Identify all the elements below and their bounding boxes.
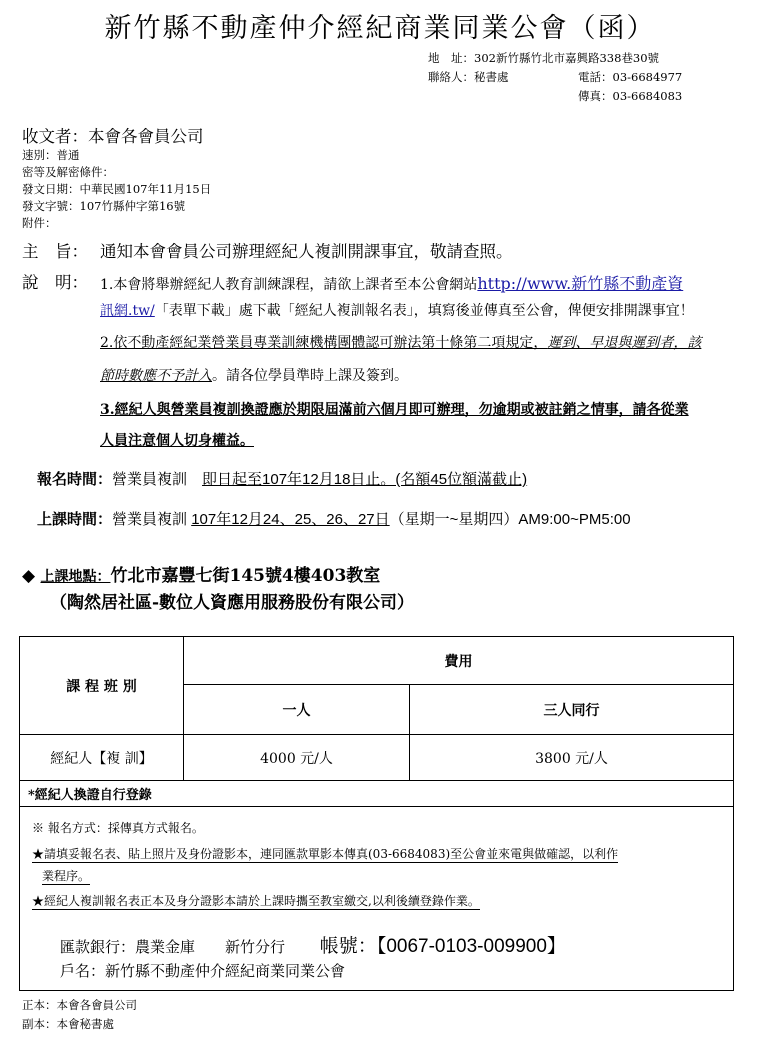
explanation-item-1: 1.本會將舉辦經紀人教育訓練課程，請欲上課者至本公會網站http://www.新竹縣不動產資 <box>100 274 684 293</box>
class-time: 上課時間：營業員複訓 107年12月24、25、26、27日（星期一~星期四）AM9:00~PM5:00 <box>37 511 631 528</box>
location-label: 上課地點： <box>40 568 111 584</box>
explanation-item-1-cont: 訊網.tw/「表單下載」處下載「經紀人複訓報名表」，填寫後並傳真至公會，俾便安排開課事宜！ <box>100 303 694 319</box>
fee-one-person: 4000 元/人 <box>184 735 410 781</box>
subject-text: 通知本會會員公司辦理經紀人複訓開課事宜，敬請查照。 <box>100 242 513 261</box>
document-number: 發文字號：107竹縣仲字第16號 <box>22 199 186 213</box>
speed-category: 速別：普通 <box>22 148 80 162</box>
course-header: 課 程 班 別 <box>20 637 184 735</box>
fee-three-persons: 3800 元/人 <box>410 735 734 781</box>
class-location <box>22 561 380 586</box>
bank-info: 匯款銀行：農業金庫 新竹分行 帳號：【0067-0103-009900】 <box>60 935 566 957</box>
fee-note: *經紀人換證自行登錄 <box>20 781 734 807</box>
course-row-label: 經紀人【複 訓】 <box>20 735 184 781</box>
location-venue: （陶然居社區-數位人資應用服務股份有限公司） <box>50 593 415 613</box>
fee-col-three-persons: 三人同行 <box>410 685 734 735</box>
fee-header: 費用 <box>184 637 734 685</box>
explanation-item-2: 2.依不動產經紀業營業員專業訓練機構團體認可辦法第十條第二項規定，遲到、早退與遲到者，該 <box>100 335 702 351</box>
subject-label: 主 旨： <box>22 242 88 261</box>
website-link[interactable]: http://www.新竹縣不動產資 <box>477 274 684 293</box>
registration-method: ※ 報名方式：採傳真方式報名。 <box>32 821 204 835</box>
contact-person: 聯絡人：秘書處 <box>428 70 509 84</box>
explanation-item-3-cont: 人員注意個人切身權益。 <box>100 433 254 449</box>
letter-title: 新竹縣不動產仲介經紀商業同業公會（函） <box>104 13 656 44</box>
recipient: 收文者：本會各會員公司 <box>22 127 204 146</box>
diamond-bullet-icon: ◆ <box>22 566 36 586</box>
website-link-cont[interactable]: 訊網.tw/ <box>100 303 155 319</box>
explanation-label: 說 明： <box>22 273 88 292</box>
org-address: 地 址：302新竹縣竹北市嘉興路338巷30號 <box>428 51 660 65</box>
issue-date: 發文日期：中華民國107年11月15日 <box>22 182 212 196</box>
class-time-label: 上課時間： <box>37 511 113 528</box>
note-line-2: ★經紀人複訓報名表正本及身分證影本請於上課時攜至教室繳交,以利後續登錄作業。 <box>32 894 480 908</box>
copy-recipient: 副本：本會秘書處 <box>22 1017 114 1031</box>
explanation-item-2-cont: 節時數應不予計入。請各位學員準時上課及簽到。 <box>100 368 408 384</box>
attachment: 附件： <box>22 216 57 230</box>
registration-notes-box <box>19 806 734 991</box>
registration-label: 報名時間： <box>37 471 113 488</box>
secrecy-level: 密等及解密條件： <box>22 165 114 179</box>
fax-number: 傳真：03-6684083 <box>578 89 683 103</box>
note-line-1: ★請填妥報名表、貼上照片及身份證影本，連同匯款單影本傳真(03-6684083)至公會並來電與做確認，以利作 <box>32 847 619 861</box>
fee-table <box>19 636 734 807</box>
account-number: 【0067-0103-009900】 <box>376 936 566 957</box>
fee-col-one-person: 一人 <box>184 685 410 735</box>
account-holder: 戶名：新竹縣不動產仲介經紀商業同業公會 <box>60 962 346 980</box>
explanation-item-3: 3.經紀人與營業員複訓換證應於期限屆滿前六個月即可辦理，勿逾期或被註銷之情事，請各從業 <box>100 402 689 418</box>
original-recipient: 正本：本會各會員公司 <box>22 998 137 1012</box>
registration-period: 報名時間：營業員複訓 即日起至107年12月18日止。(名額45位額滿截止) <box>37 471 528 488</box>
note-line-1-cont: 業程序。 <box>42 869 91 883</box>
phone-number: 電話：03-6684977 <box>578 70 683 84</box>
location-address: 竹北市嘉豐七街145號4樓403教室 <box>110 566 381 586</box>
